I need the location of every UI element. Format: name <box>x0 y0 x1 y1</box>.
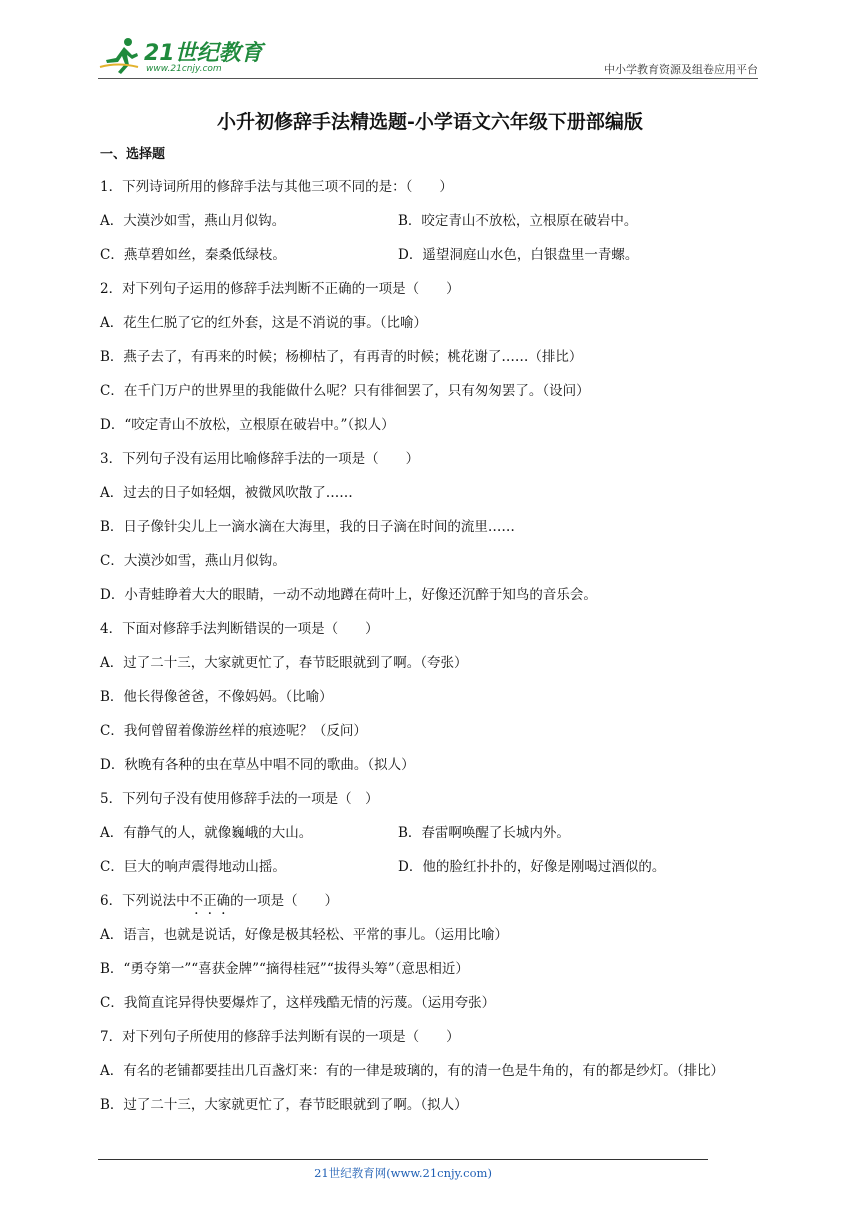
question-4-stem: 4．下面对修辞手法判断错误的一项是（ ） <box>100 621 379 637</box>
option-b: B．日子像针尖儿上一滴水滴在大海里，我的日子滴在时间的流里…… <box>100 519 515 535</box>
option-a: A．过去的日子如轻烟，被微风吹散了…… <box>100 485 353 501</box>
footer-source: 21世纪教育网(www.21cnjy.com) <box>314 1166 492 1180</box>
question-1-row-2 <box>100 238 765 272</box>
emphasis-char: 正 <box>203 893 217 909</box>
question-3-stem: 3．下列句子没有运用比喻修辞手法的一项是（ ） <box>100 451 420 467</box>
page-header <box>98 30 758 80</box>
option-c: C．大漠沙如雪，燕山月似钩。 <box>100 553 286 569</box>
option-c: C．巨大的响声震得地动山摇。 <box>100 859 286 875</box>
logo-url: www.21cnjy.com <box>146 64 222 74</box>
question-1-row-1 <box>100 204 765 238</box>
question-6-stem <box>100 884 765 918</box>
header-divider <box>98 78 758 79</box>
question-5-stem: 5．下列句子没有使用修辞手法的一项是（ ） <box>100 791 379 807</box>
option-d: D．他的脸红扑扑的，好像是刚喝过酒似的。 <box>398 859 666 875</box>
option-b: B．咬定青山不放松，立根原在破岩中。 <box>398 213 638 229</box>
question-5-row-2 <box>100 850 765 884</box>
option-d: D．秋晚有各种的虫在草丛中唱不同的歌曲。（拟人） <box>100 757 415 773</box>
option-a: A．花生仁脱了它的红外套，这是不消说的事。（比喻） <box>100 315 427 331</box>
option-c: C．我何曾留着像游丝样的痕迹呢？（反问） <box>100 723 367 739</box>
option-d: D．小青蛙睁着大大的眼睛，一动不动地蹲在荷叶上，好像还沉醉于知鸟的音乐会。 <box>100 587 597 603</box>
emphasis-char: 确 <box>216 893 231 909</box>
stem-text: 的一项是（ ） <box>230 893 339 909</box>
logo-title: 21世纪教育 <box>144 41 263 66</box>
question-2-stem: 2．对下列句子运用的修辞手法判断不正确的一项是（ ） <box>100 281 460 297</box>
option-c: C．燕草碧如丝，秦桑低绿枝。 <box>100 247 286 263</box>
option-a: A．有名的老铺都要挂出几百盏灯来：有的一律是玻璃的，有的清一色是牛角的，有的都是纱灯。（排比） <box>100 1063 724 1079</box>
logo <box>98 30 268 80</box>
option-c: C．在千门万户的世界里的我能做什么呢？只有徘徊罢了，只有匆匆罢了。（设问） <box>100 383 590 399</box>
section-heading: 一、选择题 <box>100 147 166 162</box>
option-c: C．我简直诧异得快要爆炸了，这样残酷无情的污蔑。（运用夸张） <box>100 995 496 1011</box>
option-d: D．“咬定青山不放松，立根原在破岩中。”（拟人） <box>100 417 395 433</box>
option-a: A．有静气的人，就像巍峨的大山。 <box>100 825 313 841</box>
option-b: B．“勇夺第一”“喜获金牌”“摘得桂冠”“拔得头筹”（意思相近） <box>100 961 469 977</box>
footer-divider <box>98 1159 708 1160</box>
option-a: A．语言，也就是说话，好像是极其轻松、平常的事儿。（运用比喻） <box>100 927 508 943</box>
emphasis-char: 不 <box>189 893 204 909</box>
option-b: B．春雷啊唤醒了长城内外。 <box>398 825 570 841</box>
document-title: 小升初修辞手法精选题-小学语文六年级下册部编版 <box>217 111 643 133</box>
question-1-stem: 1．下列诗词所用的修辞手法与其他三项不同的是：（ ） <box>100 179 453 195</box>
question-list <box>100 140 765 1122</box>
running-figure-icon <box>98 36 142 76</box>
option-b: B．他长得像爸爸，不像妈妈。（比喻） <box>100 689 333 705</box>
option-b: B．过了二十三，大家就更忙了，春节眨眼就到了啊。（拟人） <box>100 1097 468 1113</box>
question-5-row-1 <box>100 816 765 850</box>
option-b: B．燕子去了，有再来的时候；杨柳枯了，有再青的时候；桃花谢了……（排比） <box>100 349 583 365</box>
platform-name: 中小学教育资源及组卷应用平台 <box>604 63 758 76</box>
option-a: A．过了二十三，大家就更忙了，春节眨眼就到了啊。（夸张） <box>100 655 468 671</box>
question-7-stem: 7．对下列句子所使用的修辞手法判断有误的一项是（ ） <box>100 1029 460 1045</box>
option-a: A．大漠沙如雪，燕山月似钩。 <box>100 213 286 229</box>
option-d: D．遥望洞庭山水色，白银盘里一青螺。 <box>398 247 639 263</box>
stem-text: 6．下列说法中 <box>100 893 190 909</box>
